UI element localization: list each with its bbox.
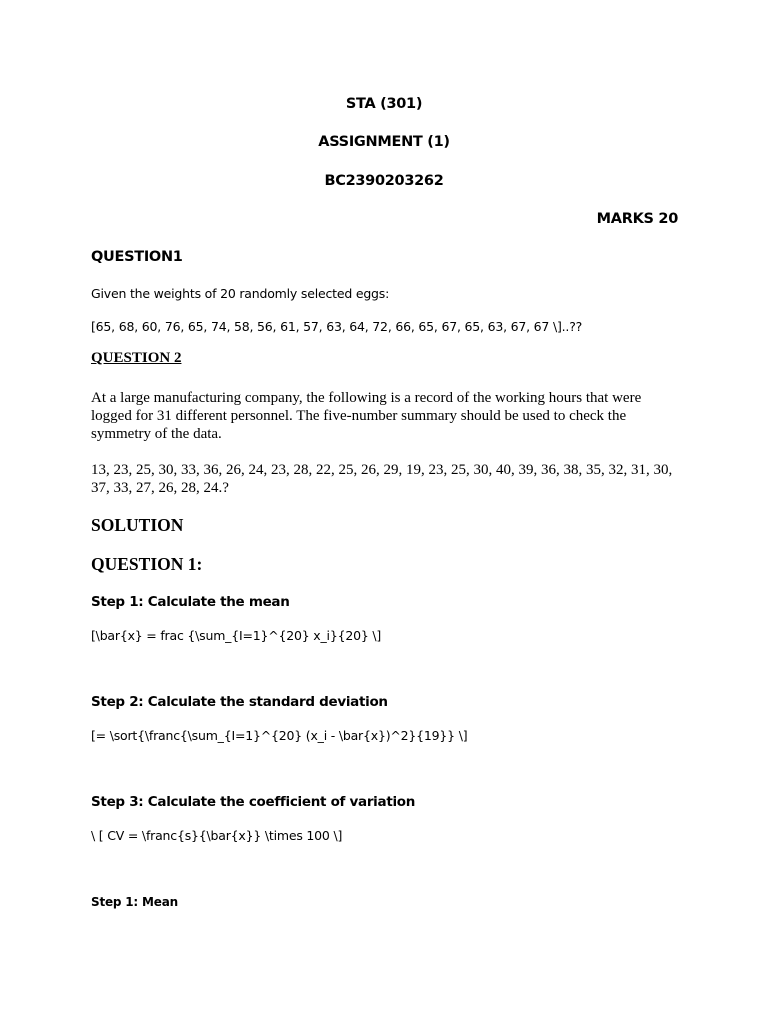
marks-label: MARKS 20 — [596, 211, 678, 227]
solution-question1-heading: QUESTION 1: — [91, 554, 203, 574]
step3-formula: \ [ CV = \franc{s}{\bar{x}} \times 100 \] — [91, 828, 343, 843]
course-code: STA (301) — [345, 96, 423, 112]
step2-formula: [= \sort{\franc{\sum_{I=1}^{20} (x_i - \bar{x})^2}{19}} \] — [91, 728, 468, 743]
step1-title: Step 1: Calculate the mean — [91, 594, 290, 610]
step1-formula: [\bar{x} = frac {\sum_{I=1}^{20} x_i}{20} \] — [91, 628, 382, 643]
question2-prompt: At a large manufacturing company, the following is a record of the working hours that were logged for 31 different personnel. The five-number summary should be used to check the symmetry of the data. — [91, 390, 642, 442]
solution-heading: SOLUTION — [91, 515, 184, 535]
step2-title: Step 2: Calculate the standard deviation — [91, 694, 388, 710]
assignment-title: ASSIGNMENT (1) — [318, 134, 450, 150]
question2-data: 13, 23, 25, 30, 33, 36, 26, 24, 23, 28, 22, 25, 26, 29, 19, 23, 25, 30, 40, 39, 36, 38, 35, 32, 31, 30, 37, 33, 27, 26, 28, 24.? — [91, 462, 673, 496]
final-step-title: Step 1: Mean — [91, 895, 178, 909]
question1-prompt: Given the weights of 20 randomly selected eggs: — [91, 286, 390, 301]
question1-heading: QUESTION1 — [91, 249, 183, 265]
question1-data: [65, 68, 60, 76, 65, 74, 58, 56, 61, 57, 63, 64, 72, 66, 65, 67, 65, 63, 67, 67 \]..?? — [91, 319, 583, 334]
student-id: BC2390203262 — [324, 173, 444, 189]
question2-heading: QUESTION 2 — [91, 350, 182, 366]
step3-title: Step 3: Calculate the coefficient of variation — [91, 794, 416, 810]
